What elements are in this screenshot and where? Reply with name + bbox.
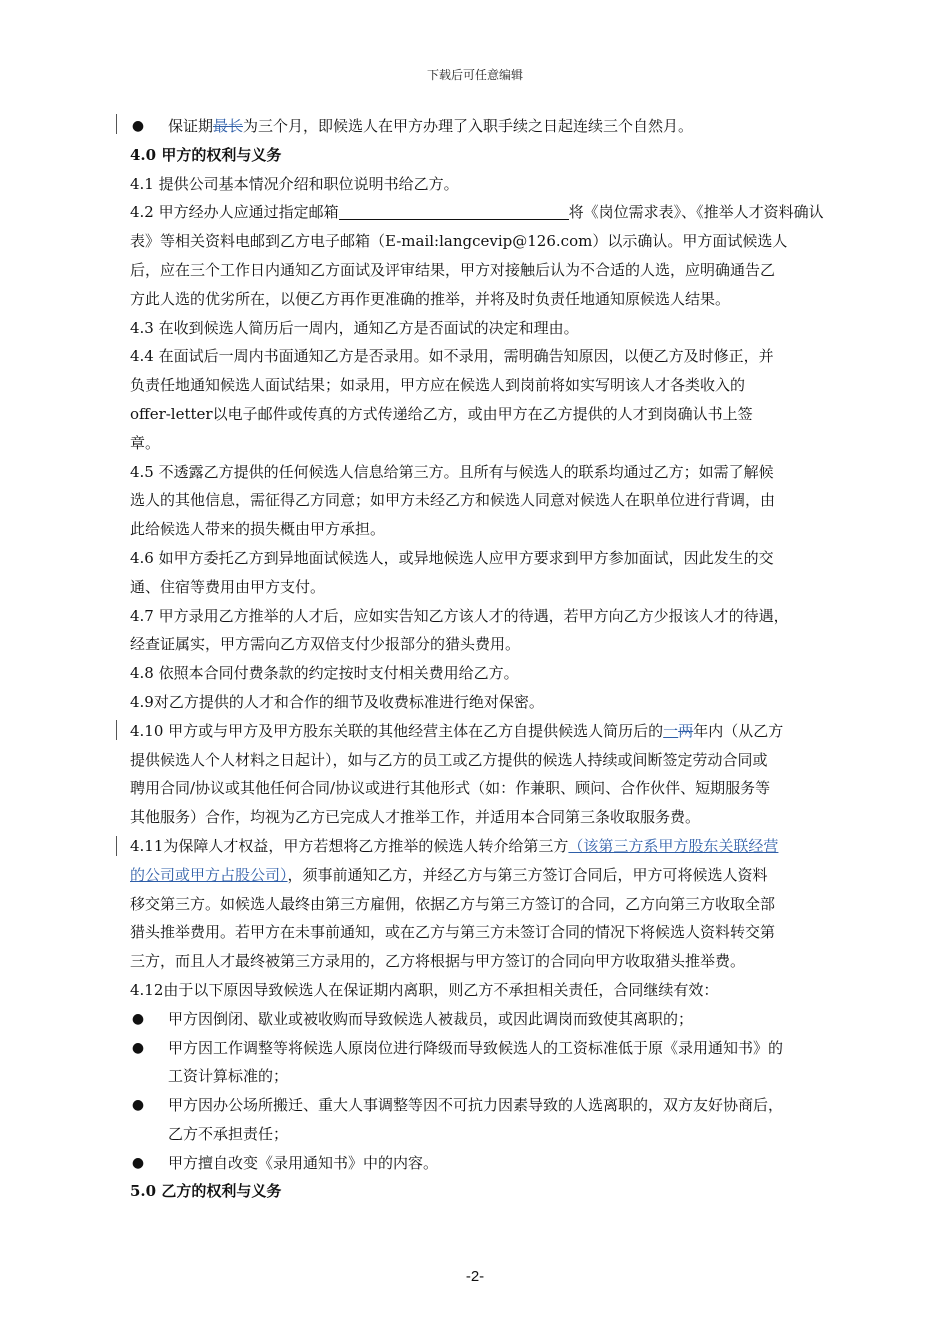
paragraph-line: 后，应在三个工作日内通知乙方面试及评审结果，甲方对接触后认为不合适的人选，应明确通告乙: [130, 260, 776, 279]
paragraph-line: [130, 717, 862, 746]
paragraph: 4.12由于以下原因导致候选人在保证期内离职，则乙方不承担相关责任，合同继续有效：: [130, 980, 719, 999]
paragraph-line: 聘用合同/协议或其他任何合同/协议或进行其他形式（如：作兼职、顾问、合作伙伴、短期服务等: [130, 779, 771, 798]
paragraph-line: 移交第三方。如候选人最终由第三方雇佣，依据乙方与第三方签订的合同，乙方向第三方收取全部: [130, 894, 776, 913]
bullet-continuation: 乙方不承担责任；: [168, 1124, 289, 1143]
bullet-icon: ●: [131, 118, 145, 134]
paragraph-line: 提供候选人个人材料之日起计），如与乙方的员工或乙方提供的候选人持续或间断签定劳动合同或: [130, 750, 768, 769]
text: 甲方擅自改变《录用通知书》中的内容。: [168, 1153, 439, 1172]
blank-field: [339, 201, 569, 220]
paragraph-line: 方此人选的优劣所在，以便乙方再作更准确的推举，并将及时负责任地通知原候选人结果。: [130, 289, 731, 308]
paragraph-line: 4.7 甲方录用乙方推举的人才后，应如实告知乙方该人才的待遇，若甲方向乙方少报该人才的待遇，: [130, 606, 789, 625]
paragraph-line: 其他服务）合作，均视为乙方已完成人才推举工作，并适用本合同第三条收取服务费。: [130, 808, 701, 827]
bullet-item: [130, 1091, 862, 1120]
paragraph-line: 此给候选人带来的损失概由甲方承担。: [130, 520, 386, 539]
paragraph-line: 猎头推举费用。若甲方在未事前通知，或在乙方与第三方未签订合同的情况下将候选人资料转交第: [130, 923, 776, 942]
paragraph-line: 4.4 在面试后一周内书面通知乙方是否录用。如不录用，需明确告知原因，以便乙方及时修正，并: [130, 347, 774, 366]
page-number: -2-: [465, 1268, 485, 1285]
text: 4.11为保障人才权益，甲方若想将乙方推举的候选人转介给第三方: [130, 836, 569, 855]
deleted-text: 最长: [213, 117, 244, 135]
deleted-text: 两: [678, 721, 694, 740]
inserted-text: 一: [663, 721, 679, 740]
paragraph: 4.1 提供公司基本情况介绍和职位说明书给乙方。: [130, 174, 459, 193]
text: 年内（从乙方: [693, 721, 784, 740]
page-header: 下载后可任意编辑: [426, 68, 523, 82]
revision-mark: [116, 114, 117, 134]
paragraph-line: [130, 832, 862, 861]
bullet-item: [130, 1149, 862, 1178]
document-body: [130, 112, 862, 1206]
section-heading: 4.0 甲方的权利与义务: [130, 145, 282, 164]
bullet-icon: ●: [131, 1010, 145, 1027]
bullet-continuation: 工资计算标准的；: [168, 1067, 289, 1086]
inserted-text: （该第三方系甲方股东关联经营: [568, 836, 779, 855]
paragraph-line: 通、住宿等费用由甲方支付。: [130, 577, 326, 596]
paragraph-line: 章。: [130, 433, 161, 452]
text: 4.2 甲方经办人应通过指定邮箱: [130, 203, 339, 222]
bullet-item: [130, 1005, 862, 1034]
paragraph-line: 表》等相关资料电邮到乙方电子邮箱（E-mail:langcevip@126.com）以示确认。甲方面试候选人: [130, 232, 788, 251]
paragraph-line: [130, 861, 862, 890]
text: 保证期: [168, 117, 214, 135]
text: 甲方因办公场所搬迁、重大人事调整等因不可抗力因素导致的人选离职的，双方友好协商后，: [168, 1096, 784, 1115]
inserted-text: 的公司或甲方占股公司）: [130, 865, 288, 884]
paragraph-line: [130, 198, 862, 227]
text: ，须事前通知乙方，并经乙方与第三方签订合同后，甲方可将候选人资料: [287, 865, 768, 884]
paragraph: 4.9对乙方提供的人才和合作的细节及收费标准进行绝对保密。: [130, 692, 544, 711]
paragraph-line: 4.6 如甲方委托乙方到异地面试候选人，或异地候选人应甲方要求到甲方参加面试，因此发生的交: [130, 548, 774, 567]
bullet-item: [130, 1034, 862, 1063]
paragraph-line: 经查证属实，甲方需向乙方双倍支付少报部分的猎头费用。: [130, 635, 521, 654]
revision-mark: [116, 720, 117, 740]
paragraph: 4.3 在收到候选人简历后一周内，通知乙方是否面试的决定和理由。: [130, 318, 579, 337]
section-heading: 5.0 乙方的权利与义务: [130, 1182, 282, 1201]
text: 甲方因工作调整等将候选人原岗位进行降级而导致候选人的工资标准低于原《录用通知书》的: [168, 1038, 784, 1057]
paragraph-line: 选人的其他信息，需征得乙方同意；如甲方未经乙方和候选人同意对候选人在职单位进行背调，由: [130, 491, 776, 510]
bullet-icon: ●: [131, 1154, 145, 1171]
text: 甲方因倒闭、歇业或被收购而导致候选人被裁员，或因此调岗而致使其离职的；: [168, 1009, 694, 1028]
paragraph-line: offer-letter以电子邮件或传真的方式传递给乙方，或由甲方在乙方提供的人才到岗确认书上签: [130, 404, 753, 423]
bullet-icon: ●: [131, 1097, 145, 1114]
text: 将《岗位需求表》、《推举人才资料确认: [568, 203, 824, 222]
paragraph-line: 三方，而且人才最终被第三方录用的，乙方将根据与甲方签订的合同向甲方收取猎头推举费。: [130, 952, 746, 971]
bullet-icon: ●: [131, 1039, 145, 1056]
paragraph-line: 4.5 不透露乙方提供的任何候选人信息给第三方。且所有与候选人的联系均通过乙方；如需了解候: [130, 462, 774, 481]
text: 4.10 甲方或与甲方及甲方股东关联的其他经营主体在乙方自提供候选人简历后的: [130, 721, 664, 740]
paragraph-line: 负责任地通知候选人面试结果；如录用，甲方应在候选人到岗前将如实写明该人才各类收入的: [130, 376, 746, 395]
text: 为三个月，即候选人在甲方办理了入职手续之日起连续三个自然月。: [243, 117, 694, 135]
revision-mark: [116, 836, 117, 856]
bullet-item: [130, 112, 862, 141]
paragraph: 4.8 依照本合同付费条款的约定按时支付相关费用给乙方。: [130, 664, 519, 683]
